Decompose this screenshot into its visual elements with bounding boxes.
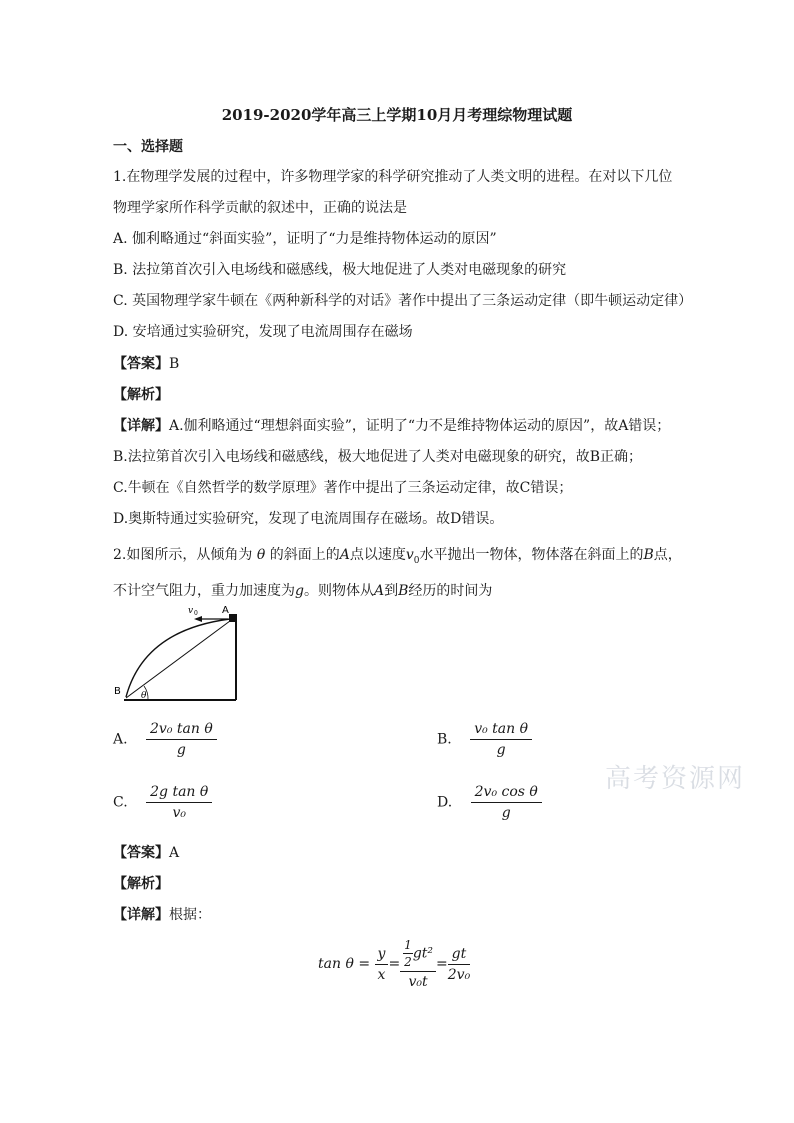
- fraction-denominator: g: [496, 742, 506, 758]
- q2-option-d: [437, 784, 542, 821]
- q1-detail-3: C.牛顿在《自然哲学的数学原理》著作中提出了三条运动定律，故C错误；: [113, 480, 573, 496]
- equals-sign: =: [388, 956, 401, 972]
- launch-block: [229, 614, 237, 622]
- trajectory-curve: [126, 619, 230, 697]
- fraction-numerator: 2g tan θ: [146, 784, 212, 803]
- answer-label: 【答案】: [113, 845, 169, 861]
- text: 。则物体从: [303, 583, 374, 599]
- q2-option-c: [113, 784, 212, 821]
- answer-value: B: [169, 356, 180, 372]
- incline-figure: [112, 600, 242, 704]
- fraction-numerator: y: [375, 946, 389, 965]
- option-letter: B.: [437, 731, 452, 748]
- equals-sign: =: [436, 956, 448, 972]
- q1-option-a: A. 伽利略通过“斜面实验”，证明了“力是维持物体运动的原因”: [113, 231, 497, 247]
- option-fraction: [471, 784, 542, 821]
- text: 经历的时间为: [408, 583, 493, 599]
- fraction-denominator: x: [377, 966, 386, 983]
- fraction-numerator: gt: [448, 946, 470, 965]
- label-v0: v: [188, 606, 194, 616]
- incline-line: [126, 618, 234, 698]
- detail-label: 【详解】: [113, 907, 169, 923]
- text: 点以速度: [349, 547, 406, 563]
- fraction-denominator: v₀t: [408, 974, 428, 990]
- fraction-numerator: 1: [404, 938, 412, 952]
- v0-symbol: v: [405, 547, 414, 563]
- fraction-denominator: g: [501, 805, 511, 821]
- point-b: B: [398, 583, 409, 599]
- answer-value: A: [169, 845, 180, 861]
- q1-stem-line2: 物理学家所作科学贡献的叙述中，正确的说法是: [113, 200, 407, 216]
- text: 的斜面上的: [269, 547, 340, 563]
- fraction-numerator: 2v₀ cos θ: [471, 784, 542, 803]
- option-letter: D.: [437, 794, 453, 811]
- q1-option-c: C. 英国物理学家牛顿在《两种新科学的对话》著作中提出了三条运动定律（即牛顿运动定律）: [113, 293, 693, 309]
- option-fraction: [146, 721, 217, 758]
- q1-detail-1: [113, 415, 670, 435]
- text: 2.如图所示，从倾角为: [113, 547, 253, 563]
- fraction-y-over-x: [375, 946, 389, 983]
- detail-label: 【详解】: [113, 418, 169, 434]
- option-letter: C.: [113, 794, 128, 811]
- option-fraction: [470, 721, 532, 758]
- page-title: 2019-2020学年高三上学期10月月考理综物理试题: [221, 106, 573, 124]
- text: 点，: [653, 547, 682, 563]
- label-v0-sub: 0: [194, 610, 198, 617]
- q2-answer: [113, 842, 179, 862]
- detail-text: 根据：: [169, 907, 211, 923]
- q2-detail: [113, 904, 211, 924]
- fraction-gt-over-2v0: [448, 946, 470, 983]
- section-heading: 一、选择题: [113, 139, 183, 155]
- formula-lhs: tan θ =: [318, 956, 371, 972]
- formula: [318, 938, 470, 990]
- option-fraction: [146, 784, 212, 821]
- watermark: 高考资源网: [605, 764, 746, 794]
- q1-option-b: B. 法拉第首次引入电场线和磁感线，极大地促进了人类对电磁现象的研究: [113, 262, 567, 278]
- q2-stem-line1: [113, 544, 682, 566]
- text: 水平抛出一物体，物体落在斜面上的: [419, 547, 644, 563]
- text: 到: [384, 583, 399, 599]
- fraction-denominator: 2v₀: [447, 966, 471, 983]
- q1-detail-4: D.奥斯特通过实验研究，发现了电流周围存在磁场。故D错误。: [113, 511, 504, 527]
- q2-analysis-label: 【解析】: [113, 876, 169, 892]
- fraction-denominator: g: [176, 742, 186, 758]
- theta-symbol: θ: [256, 547, 266, 563]
- gt-squared: gt²: [412, 945, 434, 962]
- q1-detail-2: B.法拉第首次引入电场线和磁感线，极大地促进了人类对电磁现象的研究，故B正确；: [113, 449, 643, 465]
- label-theta: θ: [141, 691, 147, 701]
- detail-text: A.伽利略通过“理想斜面实验”，证明了“力不是维持物体运动的原因”，故A错误；: [169, 418, 671, 434]
- fraction-half-gt2-over-v0t: [400, 938, 436, 990]
- fraction-denominator: v₀: [172, 805, 186, 821]
- q1-analysis-label: 【解析】: [113, 387, 169, 403]
- fraction-numerator: [400, 938, 436, 972]
- point-a: A: [339, 547, 350, 563]
- q1-stem-line1: 1.在物理学发展的过程中，许多物理学家的科学研究推动了人类文明的进程。在对以下几位: [113, 169, 673, 185]
- fraction-numerator: 2v₀ tan θ: [146, 721, 217, 740]
- q1-answer: [113, 353, 179, 373]
- option-letter: A.: [113, 731, 128, 748]
- label-b: B: [114, 686, 121, 697]
- fraction-one-half: [403, 938, 413, 969]
- text: 不计空气阻力，重力加速度为: [113, 583, 295, 599]
- q2-option-b: [437, 721, 532, 758]
- point-a: A: [373, 583, 385, 599]
- label-a: A: [222, 605, 229, 616]
- q2-stem-line2: [113, 580, 492, 600]
- fraction-denominator: 2: [404, 955, 412, 969]
- q1-option-d: D. 安培通过实验研究，发现了电流周围存在磁场: [113, 324, 413, 340]
- fraction-numerator: v₀ tan θ: [470, 721, 532, 740]
- v0-subscript: 0: [413, 555, 420, 566]
- q2-option-a: [113, 721, 217, 758]
- g-symbol: g: [295, 583, 304, 599]
- point-b: B: [643, 547, 654, 563]
- answer-label: 【答案】: [113, 356, 169, 372]
